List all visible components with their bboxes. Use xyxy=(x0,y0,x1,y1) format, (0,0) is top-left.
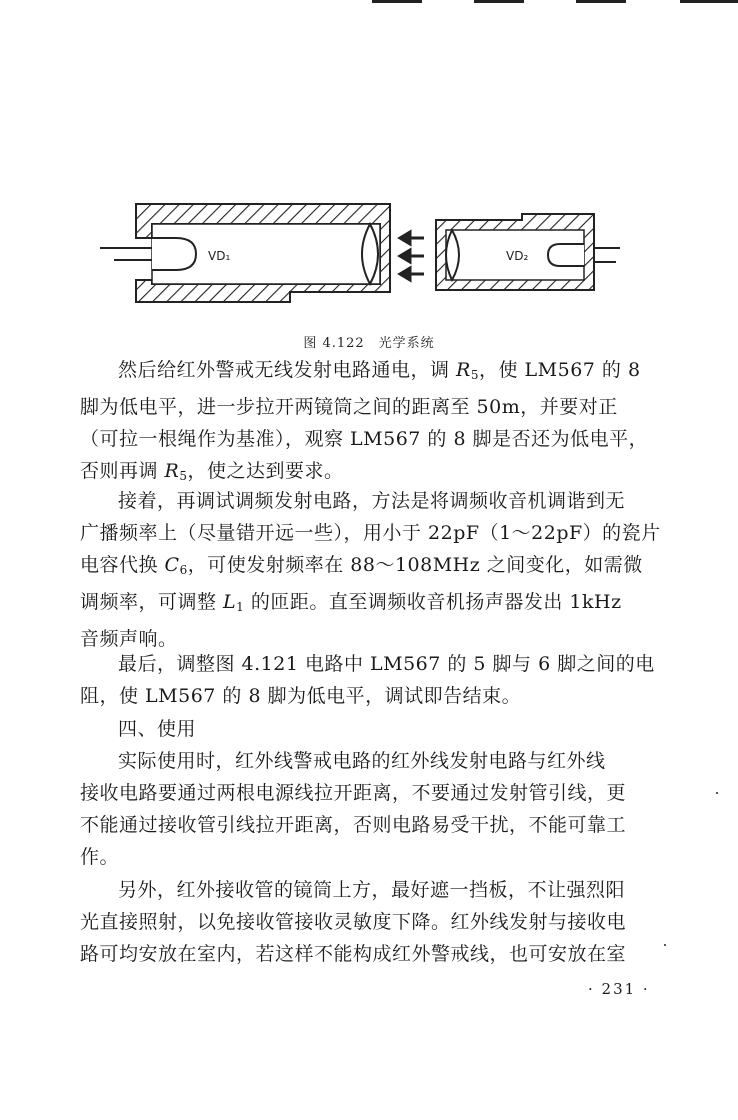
page-number: · 231 · xyxy=(588,980,650,998)
figure-caption xyxy=(0,332,738,351)
paragraph-2 xyxy=(80,485,661,655)
optical-system-figure xyxy=(100,198,620,316)
vd2-label: VD₂ xyxy=(506,249,529,263)
text-line: 广播频率上（尽量错开远一些），用小于 22pF（1～22pF）的瓷片 xyxy=(80,522,661,544)
text-line: 接收电路要通过两根电源线拉开距离，不要通过发射管引线，更 xyxy=(80,782,627,804)
emitter-tube xyxy=(100,204,390,302)
top-rule-2 xyxy=(474,0,524,3)
text-line: 作。 xyxy=(80,846,120,868)
figure-number: 图 4.122 xyxy=(303,336,365,351)
section-heading: 四、使用 xyxy=(118,718,197,740)
paragraph-4 xyxy=(80,745,652,873)
text-line: 阻，使 LM567 的 8 脚为低电平，调试即告结束。 xyxy=(80,685,522,707)
text-line: 调频率，可调整 $L_1$ 的匝距。直至调频收音机扬声器发出 1kHz xyxy=(80,591,622,614)
text-line: 光直接照射，以免接收管接收灵敏度下降。红外线发射与接收电 xyxy=(80,911,627,933)
figure-title: 光学系统 xyxy=(378,336,435,351)
paragraph-3 xyxy=(80,648,655,712)
text-line: 实际使用时，红外线警戒电路的红外线发射电路与红外线 xyxy=(118,750,606,772)
text-line: 另外，红外接收管的镜筒上方，最好遮一挡板，不让强烈阳 xyxy=(118,879,626,901)
paragraph-5 xyxy=(80,874,652,970)
paragraph-1 xyxy=(80,354,652,492)
text-line: 然后给红外警戒无线发射电路通电，调 $R_5$，使 LM567 的 8 xyxy=(118,359,641,382)
scan-speck xyxy=(664,944,666,946)
text-line: 音频声响。 xyxy=(80,628,178,650)
top-rule-1 xyxy=(372,0,422,3)
text-line: 接着，再调试调频发射电路，方法是将调频收音机调谐到无 xyxy=(118,490,626,512)
text-line: 路可均安放在室内，若这样不能构成红外警戒线，也可安放在室 xyxy=(80,943,627,965)
text-line: 脚为低电平，进一步拉开两镜筒之间的距离至 50m，并要对正 xyxy=(80,396,618,418)
receiver-tube xyxy=(436,214,620,290)
top-rule-4 xyxy=(680,0,738,3)
text-line: 否则再调 $R_5$，使之达到要求。 xyxy=(80,460,344,483)
scan-speck xyxy=(716,792,718,794)
light-arrows xyxy=(400,232,424,280)
text-line: 电容代换 $C_6$，可使发射频率在 88～108MHz 之间变化，如需微 xyxy=(80,554,643,577)
text-line: 不能通过接收管引线拉开距离，否则电路易受干扰，不能可靠工 xyxy=(80,814,627,836)
text-line: 最后，调整图 4.121 电路中 LM567 的 5 脚与 6 脚之间的电 xyxy=(118,653,655,675)
top-rule-3 xyxy=(576,0,626,3)
text-line: （可拉一根绳作为基准），观察 LM567 的 8 脚是否还为低电平， xyxy=(80,428,649,450)
vd1-label: VD₁ xyxy=(208,249,231,263)
